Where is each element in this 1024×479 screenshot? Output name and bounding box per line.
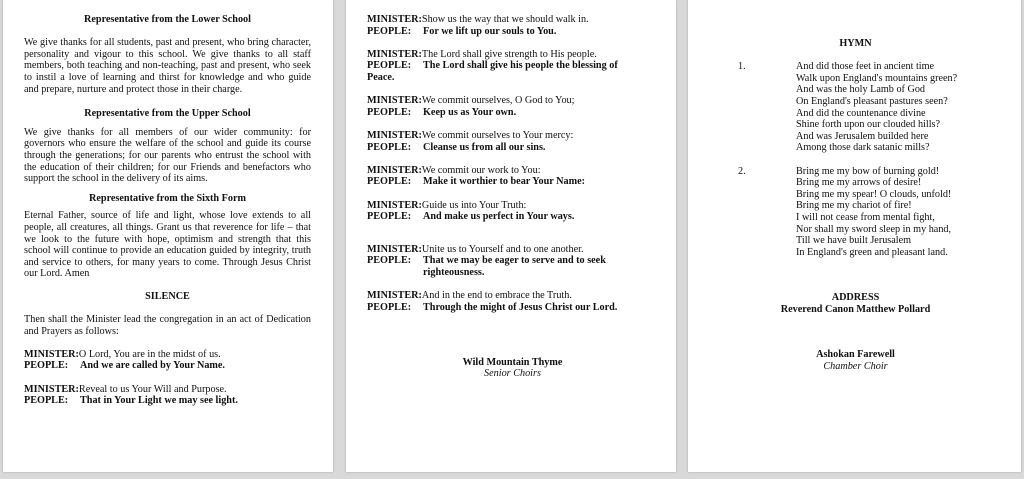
verse-lines — [796, 61, 1003, 154]
people-label: PEOPLE: — [24, 360, 69, 372]
upper-school-heading: Representative from the Upper School — [84, 108, 251, 120]
minister-line: Show us the way that we should walk in. — [421, 14, 589, 25]
document-page-2 — [346, 0, 676, 472]
upper-school-prayer: We give thanks for all members of our wider community: for governors who ensure the welfare of the school and guide its course through the generations; for our parents who entrust the school with the education of their children; for our Friends and benefactors who support the school in the delivery of its aims. — [24, 126, 311, 185]
verse-line: And was the holy Lamb of God — [796, 84, 926, 96]
address-heading: ADDRESS — [831, 292, 880, 304]
hymn-verse — [708, 166, 1003, 259]
hymn-heading: HYMN — [839, 38, 872, 49]
address-speaker: Reverend Canon Matthew Pollard — [780, 303, 931, 315]
people-line: Cleanse us from all our sins. — [423, 141, 546, 153]
minister-line: And in the end to embrace the Truth. — [421, 290, 572, 302]
lower-school-heading: Representative from the Lower School — [84, 14, 251, 25]
responsory-pair — [367, 290, 658, 313]
people-line: For we lift up our souls to You. — [423, 25, 557, 37]
people-label: PEOPLE: — [367, 60, 412, 72]
verse-number: 2. — [738, 165, 746, 177]
people-line-continued: Peace. — [367, 71, 395, 83]
verse-lines — [796, 166, 1003, 259]
minister-line: Unite us to Yourself and to one another. — [421, 243, 584, 255]
verse-line: Among those dark satanic mills? — [796, 142, 930, 154]
verse-line: Bring me my arrows of desire! — [796, 177, 922, 189]
verse-line: Bring me my spear! O clouds, unfold! — [796, 188, 952, 200]
minister-line: O Lord, You are in the midst of us. — [78, 348, 221, 360]
people-label: PEOPLE: — [367, 25, 412, 37]
minister-label: MINISTER: — [367, 14, 422, 25]
responsory-pair — [367, 14, 658, 37]
silence-heading: SILENCE — [145, 290, 190, 302]
music-title: Wild Mountain Thyme — [462, 356, 563, 368]
people-line: The Lord shall give his people the blessing of — [423, 60, 618, 72]
people-label: PEOPLE: — [367, 141, 412, 153]
minister-label: MINISTER: — [367, 290, 422, 302]
people-label: PEOPLE: — [367, 106, 412, 118]
people-line-continued: righteousness. — [423, 266, 485, 278]
sixth-form-prayer: Eternal Father, source of life and light, whose love extends to all people, all creatures, all things. Grant us that reverence for life – that we look to the future with hope, optimism and strength that this school will continue to provide an education guided by integrity, truth and service to others, for many years to come. Through Jesus Christ our Lord. Amen — [24, 210, 311, 280]
people-line: Make it worthier to bear Your Name: — [423, 176, 586, 188]
verse-number: 1. — [738, 61, 746, 73]
minister-line: We commit ourselves, O God to You; — [421, 95, 575, 107]
people-label: PEOPLE: — [367, 176, 412, 188]
responsory-pair — [24, 349, 311, 372]
silence-instruction: Then shall the Minister lead the congregation in an act of Dedication and Prayers as follows: — [24, 314, 311, 337]
responsory-pair — [367, 244, 658, 279]
verse-line: Bring me my bow of burning gold! — [796, 165, 940, 177]
responsory-pair — [367, 200, 658, 223]
responsory-pair — [367, 165, 658, 188]
hymn-verse — [708, 61, 1003, 154]
minister-line: Guide us into Your Truth: — [421, 199, 527, 211]
responsory-pair — [367, 95, 658, 118]
people-line: That we may be eager to serve and to seek — [423, 255, 606, 267]
minister-label: MINISTER: — [367, 199, 422, 211]
minister-label: MINISTER: — [367, 243, 422, 255]
verse-line: On England's pleasant pastures seen? — [796, 95, 948, 107]
verse-line: Nor shall my sword sleep in my hand, — [796, 223, 952, 235]
minister-line: Reveal to us Your Will and Purpose. — [78, 383, 227, 395]
verse-line: Bring me my chariot of fire! — [796, 200, 912, 212]
verse-line: Walk upon England's mountains green? — [796, 72, 958, 84]
music-performer: Chamber Choir — [823, 361, 888, 373]
verse-line: I will not cease from mental fight, — [796, 211, 935, 223]
people-label: PEOPLE: — [367, 301, 412, 313]
music-performer: Senior Choirs — [484, 368, 541, 380]
minister-label: MINISTER: — [367, 48, 422, 60]
people-line: Through the might of Jesus Christ our Lord. — [423, 301, 618, 313]
verse-line: Till we have built Jerusalem — [796, 235, 912, 247]
music-title: Ashokan Farewell — [816, 349, 895, 361]
people-label: PEOPLE: — [367, 255, 412, 267]
people-label: PEOPLE: — [367, 211, 412, 223]
verse-line: And did those feet in ancient time — [796, 61, 935, 73]
minister-label: MINISTER: — [24, 348, 79, 360]
minister-line: We commit our work to You: — [421, 164, 541, 176]
document-page-1 — [3, 0, 333, 472]
verse-line: Shine forth upon our clouded hills? — [796, 119, 941, 131]
minister-label: MINISTER: — [367, 129, 422, 141]
people-line: That in Your Light we may see light. — [80, 395, 238, 407]
verse-line: And did the countenance divine — [796, 107, 926, 119]
verse-line: And was Jerusalem builded here — [796, 130, 929, 142]
minister-label: MINISTER: — [367, 95, 422, 107]
responsory-pair — [367, 49, 658, 84]
verse-line: In England's green and pleasant land. — [796, 246, 948, 258]
minister-label: MINISTER: — [24, 383, 79, 395]
responsory-pair — [367, 130, 658, 153]
people-line: And make us perfect in Your ways. — [423, 211, 575, 223]
minister-label: MINISTER: — [367, 164, 422, 176]
lower-school-prayer: We give thanks for all students, past and present, who bring character, personality and vigour to this school. We give thanks to all staff members, both teaching and non-teaching, past and present, who seek to instil a love of learning and thirst for knowledge and who guide and prepare, nurture and protect those in their charge. — [24, 37, 311, 95]
responsory-pair — [24, 384, 311, 407]
people-line: And we are called by Your Name. — [80, 360, 225, 372]
document-page-3 — [688, 0, 1021, 472]
minister-line: We commit ourselves to Your mercy: — [421, 129, 574, 141]
sixth-form-heading: Representative from the Sixth Form — [89, 192, 246, 204]
people-label: PEOPLE: — [24, 395, 69, 407]
people-line: Keep us as Your own. — [423, 106, 517, 118]
minister-line: The Lord shall give strength to His people. — [421, 48, 597, 60]
